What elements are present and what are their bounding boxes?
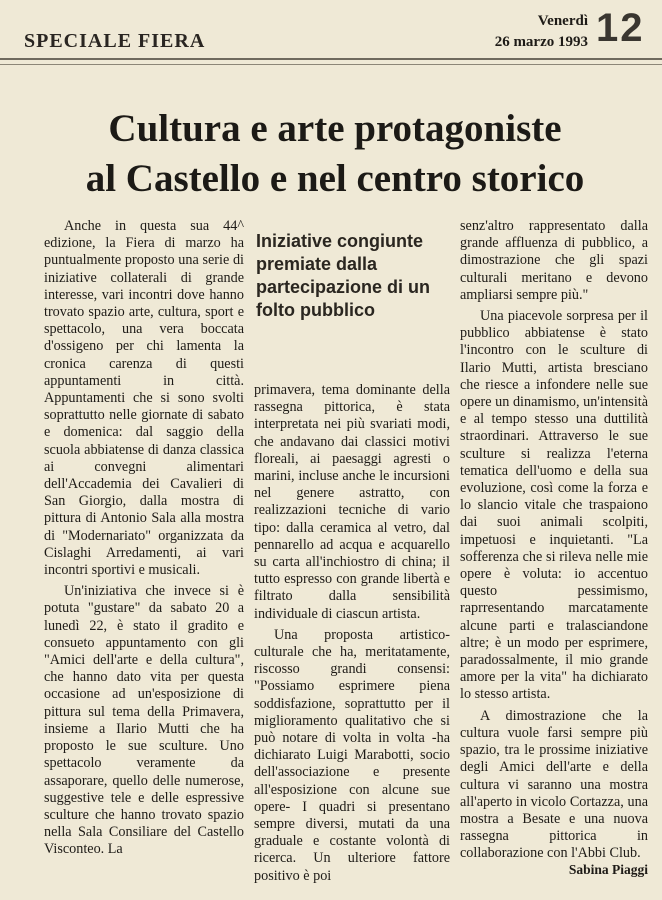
issue-date-text: 26 marzo 1993 [494, 34, 588, 50]
article-column-3 [460, 218, 648, 863]
paragraph: Una proposta artistico-culturale che ha, meritatamente, riscosso grandi consensi: "Possiamo esprimere piena soddisfazione, soprattutto per il miglioramento qualitativo che si può notare di volta in volta -ha dichiarato Luigi Marabotti, socio dell'associazione e presente all'esposizione con alcune sue opere- I quadri si presentano sempre diversi, mutati da una graduale e costante volontà di ricerca. Un ulteriore fattore positivo è poi [254, 626, 450, 884]
page-number: 12 [596, 6, 645, 50]
section-label: SPECIALE FIERA [24, 30, 206, 52]
header-divider-thin [0, 64, 662, 65]
article-column-2 [254, 382, 450, 885]
paragraph: senz'altro rappresentato dalla grande affluenza di pubblico, a dimostrazione che gli spazi culturali meritano e devono ampliarsi sempre più." [460, 218, 648, 303]
issue-date [476, 12, 588, 52]
paragraph: A dimostrazione che la cultura vuole farsi sempre più spazio, tra le prossime iniziative degli Amici dell'arte e della cultura vi saranno una mostra all'aperto in vicolo Cortazza, una mostra a Besate e una nuova rassegna pittorica in collaborazione con l'Abbi Club. [460, 707, 648, 862]
article-subhead: Iniziative congiunte premiate dalla partecipazione di un folto pubblico [256, 231, 431, 320]
header-divider [0, 58, 662, 60]
headline-line-2: al Castello e nel centro storico [85, 157, 585, 200]
author-byline: Sabina Piaggi [568, 862, 648, 877]
article-headline [40, 104, 630, 204]
issue-weekday: Venerdì [537, 13, 588, 29]
article-column-1 [44, 218, 244, 859]
headline-line-1: Cultura e arte protagoniste [108, 107, 562, 150]
paragraph: Una piacevole sorpresa per il pubblico abbiatense è stato l'incontro con le sculture di Ilario Mutti, artista bresciano che riesce a infondere nelle sue opere un dinamismo, un'intensità e al tempo stesso una duttilità straordinari. Attraverso le sue sculture si realizza l'eterna tematica dell'uomo e della sua evoluzione, così come la forza e lo slancio vitale che traspaiono dai suoi animali scolpiti, impetuosi e inquietanti. "La sofferenza che si rileva nelle mie opere è voluta: io accentuo questo pessimismo, raprresentando marcatamente alcune parti e tralasciandone altre; è un modo per esprimere, paradossalmente, il mio grande amore per la vita" ha dichiarato lo stesso artista. [460, 308, 648, 703]
paragraph: Anche in questa sua 44^ edizione, la Fiera di marzo ha puntualmente proposto una serie di iniziative collaterali di grande interesse, vari incontri dove hanno trovato spazio arte, cultura, sport e spettacolo, una vera boccata d'ossigeno per chi lamenta la cronica carenza di questi appuntamenti in città. Appuntamenti che si sono svolti soprattutto nelle giornate di sabato e domenica: dal saggio della scuola abbiatense di danza classica ai convegni alimentari dell'Accademia dei Cavalieri di San Giorgio, dalla mostra di pittura di Antonio Sala alla mostra di "Modernariato" organizzata da Cislaghi Arredamenti, ai vari incontri sportivi e musicali. [44, 218, 244, 579]
paragraph: Un'iniziativa che invece si è potuta "gustare" da sabato 20 a lunedì 22, è stato il gradito e consueto appuntamento con gli "Amici dell'arte e della cultura", che hanno dato vita per questa occasione ad un'esposizione di pittura sul tema della Primavera, insieme a Ilario Mutti che ha proposto le sue sculture. Uno spettacolo veramente da assaporare, quello delle numerose, suggestive tele e delle espressive sculture che hanno trovato spazio nella Sala Consiliare del Castello Visconteo. La [44, 583, 244, 858]
paragraph: primavera, tema dominante della rassegna pittorica, è stata interpretata nei più svariati modi, che andavano dai classici motivi floreali, ai paesaggi agresti o marini, incluse anche le incursioni nel genere astratto, con realizzazioni tecniche di vario tipo: dalla ceramica al vetro, dal pennarello ad acqua e acquarello su carta all'inchiostro di china; il tutto espresso con grande libertà e filtrato dalla sensibilità individuale di ciascun artista. [254, 382, 450, 622]
